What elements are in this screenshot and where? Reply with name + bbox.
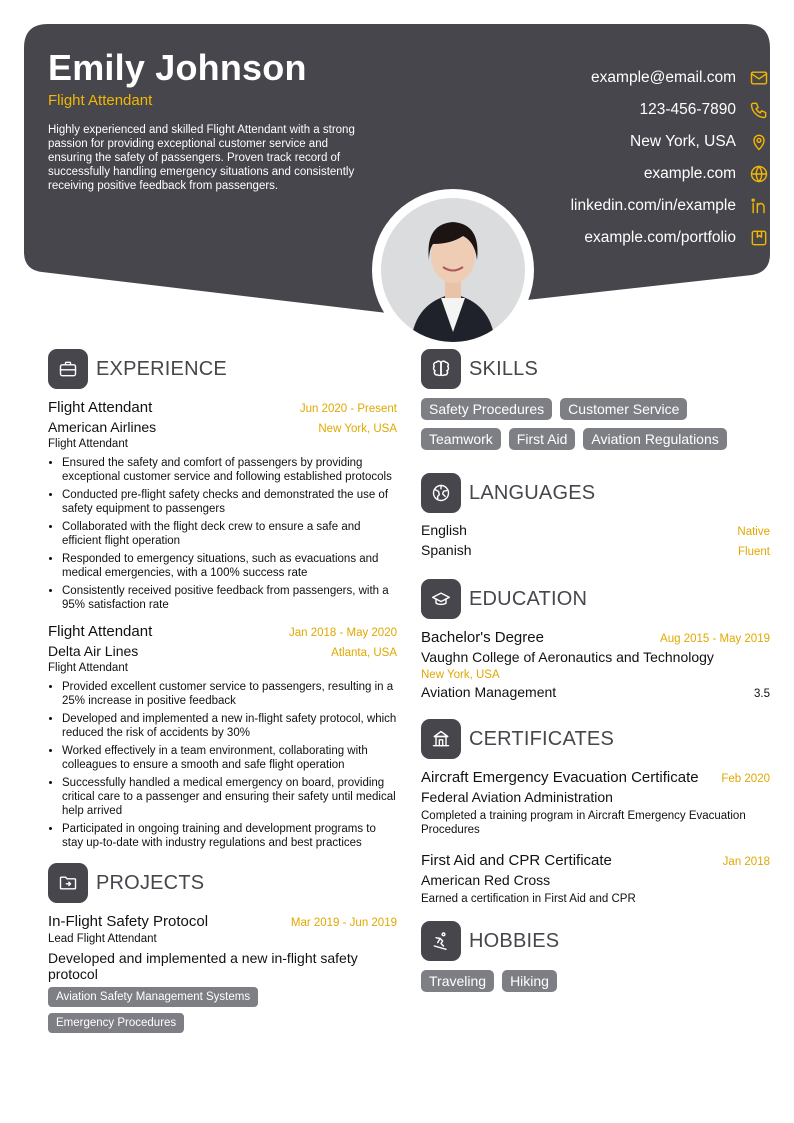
phone-icon	[748, 99, 770, 121]
languages-list	[421, 522, 770, 562]
skills-title: SKILLS	[469, 357, 539, 380]
left-column	[48, 348, 397, 1049]
skill-tag: Aviation Regulations	[583, 428, 726, 450]
project-name: In-Flight Safety Protocol	[48, 913, 209, 930]
education-title: EDUCATION	[469, 587, 588, 610]
project-tag: Aviation Safety Management Systems	[48, 987, 258, 1007]
project-tag: Emergency Procedures	[48, 1013, 184, 1033]
education-dates: Aug 2015 - May 2019	[660, 633, 770, 645]
briefcase-icon	[48, 349, 88, 389]
skill-tag: Safety Procedures	[421, 398, 552, 420]
language-globe-icon	[421, 473, 461, 513]
skill-tag: First Aid	[509, 428, 576, 450]
experience-entry	[48, 398, 397, 612]
project-entry	[48, 912, 397, 1039]
certificate-description: Earned a certification in First Aid and CPR	[421, 893, 636, 905]
certificate-name: Aircraft Emergency Evacuation Certificate	[421, 769, 699, 786]
project-description: Developed and implemented a new in-flight safety protocol	[48, 950, 358, 982]
job-position: Flight Attendant	[48, 623, 153, 640]
certificate-date: Feb 2020	[721, 773, 770, 785]
languages-header	[421, 472, 770, 514]
language-name: Spanish	[421, 542, 472, 558]
field-of-study: Aviation Management	[421, 684, 557, 700]
certificate-name: First Aid and CPR Certificate	[421, 852, 612, 869]
list-item: • Ensured the safety and comfort of passengers by providing exceptional customer service and following established protocols	[62, 456, 397, 484]
contact-phone[interactable]	[410, 94, 770, 126]
contact-linkedin-text[interactable]: linkedin.com/in/example	[570, 197, 736, 214]
language-row	[421, 522, 770, 542]
header-identity	[48, 48, 373, 193]
list-item: • Responded to emergency situations, such as evacuations and medical emergencies, with a 100% success rate	[62, 552, 397, 580]
hobbies-title: HOBBIES	[469, 929, 560, 952]
contact-location-text: New York, USA	[630, 133, 736, 150]
list-item: • Worked effectively in a team environment, collaborating with colleagues to ensure a smooth and safe flight operation	[62, 744, 397, 772]
job-bullets	[48, 456, 397, 612]
candidate-role: Flight Attendant	[48, 92, 153, 109]
job-dates: Jan 2018 - May 2020	[288, 627, 397, 639]
project-tags	[48, 987, 397, 1039]
education-header	[421, 578, 770, 620]
certificate-date: Jan 2018	[722, 856, 770, 868]
graduation-cap-icon	[421, 579, 461, 619]
list-item: • Conducted pre-flight safety checks and demonstrated the use of safety equipment to passengers	[62, 488, 397, 516]
projects-header	[48, 862, 397, 904]
folder-icon	[48, 863, 88, 903]
profile-photo	[372, 189, 534, 351]
experience-title: EXPERIENCE	[96, 357, 227, 380]
linkedin-icon	[748, 195, 770, 217]
school-name: Vaughn College of Aeronautics and Technology	[421, 649, 714, 665]
contact-email[interactable]	[410, 62, 770, 94]
list-item: • Developed and implemented a new in-flight safety protocol, which reduced the risk of accidents by 30%	[62, 712, 397, 740]
institution-icon	[421, 719, 461, 759]
profile-summary: Highly experienced and skilled Flight Attendant with a strong passion for providing exceptional customer service and ensuring the safety of passengers. Proven track record of successfully handling emergency situations and consistently receiving positive feedback from passengers.	[48, 124, 355, 192]
globe-icon	[748, 163, 770, 185]
skill-tag: Teamwork	[421, 428, 501, 450]
skills-list	[421, 398, 751, 450]
contact-phone-text[interactable]: 123-456-7890	[639, 101, 736, 118]
job-location: New York, USA	[318, 423, 397, 435]
projects-title: PROJECTS	[96, 871, 205, 894]
job-location: Atlanta, USA	[331, 647, 397, 659]
hobby-tag: Traveling	[421, 970, 494, 992]
contact-email-text[interactable]: example@email.com	[591, 69, 736, 86]
language-level: Fluent	[738, 546, 770, 558]
contact-website[interactable]	[410, 158, 770, 190]
certificate-issuer: American Red Cross	[421, 872, 551, 888]
hobby-tag: Hiking	[502, 970, 557, 992]
list-item: • Successfully handled a medical emergency on board, providing critical care to a passenger and ensuring their safety until medical help arrived	[62, 776, 397, 818]
list-item: • Consistently received positive feedback from passengers, with a 95% satisfaction rate	[62, 584, 397, 612]
job-company: American Airlines	[48, 419, 157, 435]
language-name: English	[421, 522, 467, 538]
experience-header	[48, 348, 397, 390]
gpa: 3.5	[754, 688, 770, 700]
list-item: • Collaborated with the flight deck crew to ensure a safe and efficient flight operation	[62, 520, 397, 548]
skill-tag: Customer Service	[560, 398, 687, 420]
certificate-entry	[421, 768, 770, 837]
job-bullets	[48, 680, 397, 850]
skills-header	[421, 348, 770, 390]
certificate-entry	[421, 851, 770, 906]
contact-website-text[interactable]: example.com	[643, 165, 736, 182]
bookmark-icon	[748, 227, 770, 249]
degree: Bachelor's Degree	[421, 629, 544, 646]
job-dates: Jun 2020 - Present	[299, 403, 397, 415]
location-pin-icon	[748, 131, 770, 153]
experience-entry	[48, 622, 397, 850]
brain-icon	[421, 349, 461, 389]
hobbies-header	[421, 920, 770, 962]
certificate-description: Completed a training program in Aircraft Emergency Evacuation Procedures	[421, 810, 746, 836]
certificates-title: CERTIFICATES	[469, 727, 615, 750]
contact-portfolio-text[interactable]: example.com/portfolio	[584, 229, 736, 246]
list-item: • Participated in ongoing training and development programs to stay up-to-date with industry regulations and best practices	[62, 822, 397, 850]
job-company: Delta Air Lines	[48, 643, 139, 659]
certificate-issuer: Federal Aviation Administration	[421, 789, 613, 805]
resume-header	[0, 0, 794, 340]
skiing-icon	[421, 921, 461, 961]
language-row	[421, 542, 770, 562]
project-role: Lead Flight Attendant	[48, 933, 157, 945]
education-entry	[421, 628, 770, 702]
languages-title: LANGUAGES	[469, 481, 596, 504]
job-summary: Flight Attendant	[48, 662, 128, 674]
hobbies-list	[421, 970, 770, 992]
language-level: Native	[737, 526, 770, 538]
right-column	[421, 348, 770, 992]
job-position: Flight Attendant	[48, 399, 153, 416]
avatar	[381, 198, 525, 342]
mail-icon	[748, 67, 770, 89]
certificates-header	[421, 718, 770, 760]
school-location: New York, USA	[421, 669, 500, 681]
project-dates: Mar 2019 - Jun 2019	[290, 917, 397, 929]
candidate-name: Emily Johnson	[48, 47, 307, 88]
contact-location	[410, 126, 770, 158]
list-item: • Provided excellent customer service to passengers, resulting in a 25% increase in positive feedback	[62, 680, 397, 708]
job-summary: Flight Attendant	[48, 438, 128, 450]
